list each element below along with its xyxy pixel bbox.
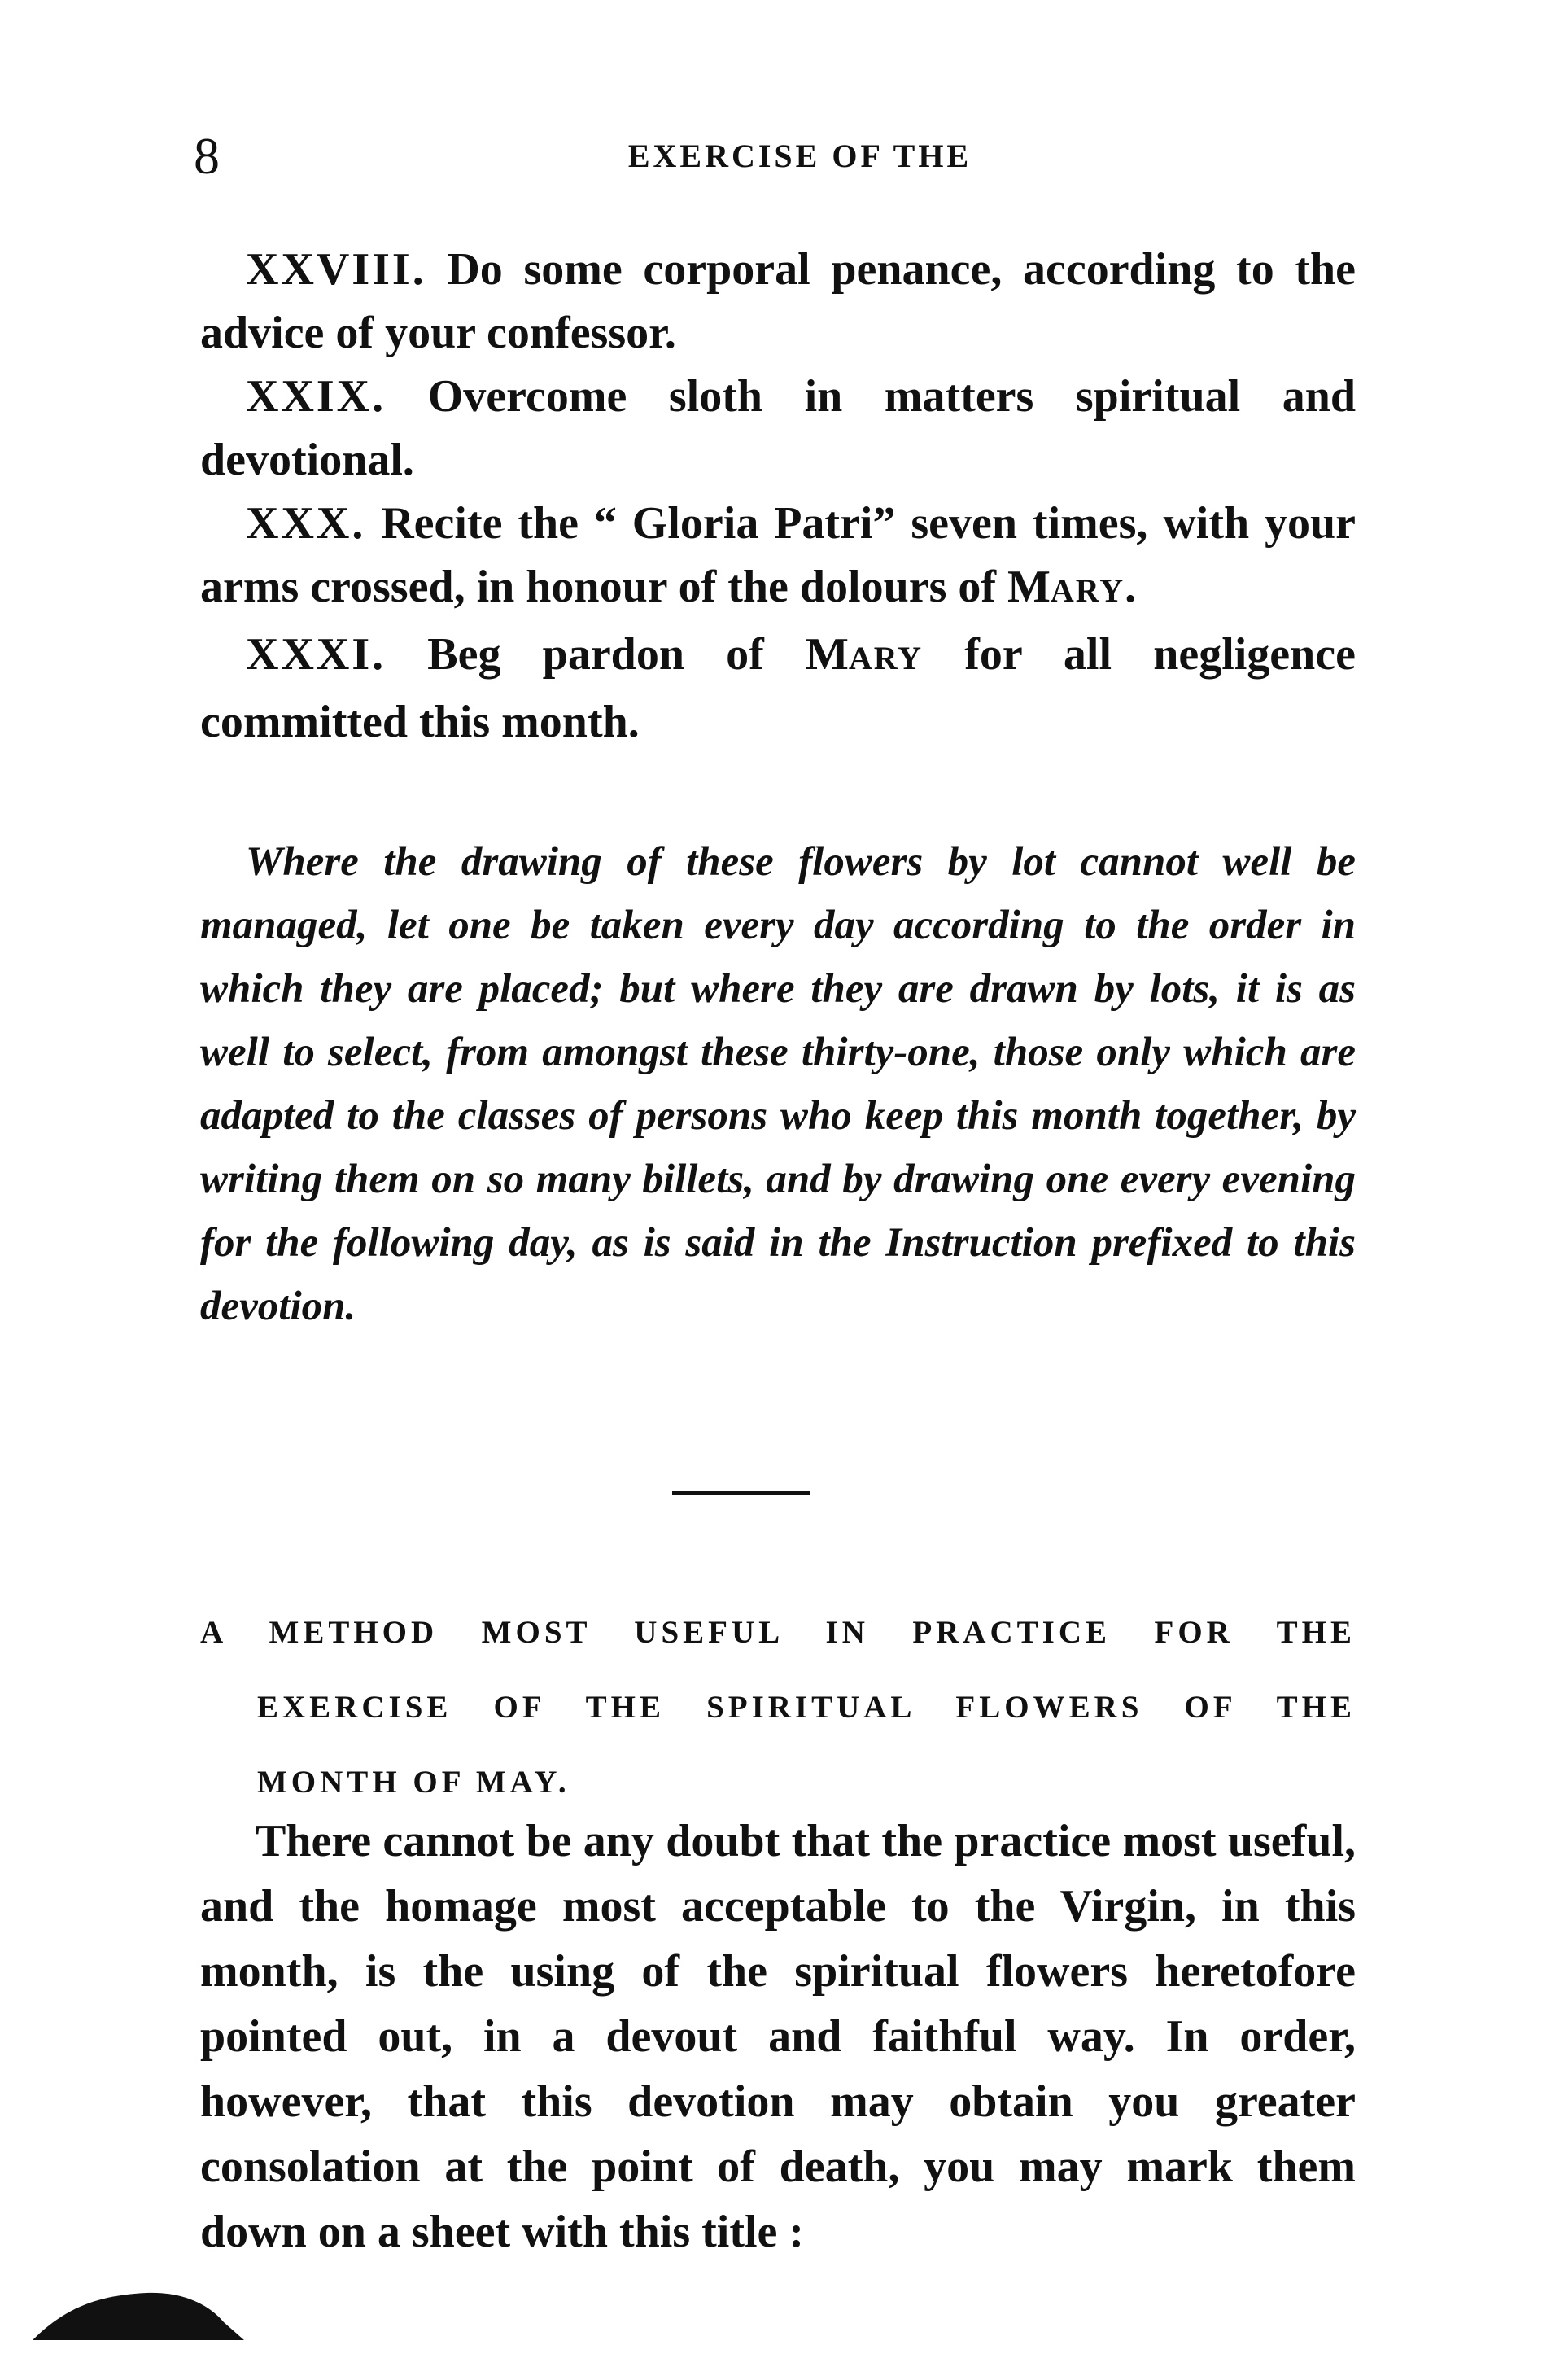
divider-rule: [672, 1491, 810, 1495]
item-numeral: XXX.: [246, 498, 366, 549]
item-numeral: XXVIII.: [246, 244, 426, 295]
running-head: EXERCISE OF THE: [627, 138, 972, 174]
mary-name: MARY: [1007, 562, 1125, 612]
list-item: [200, 238, 1356, 365]
heading-line-1: A METHOD MOST USEFUL IN PRACTICE FOR THE: [200, 1615, 1356, 1650]
list-item: [200, 623, 1356, 754]
intro-paragraph: There cannot be any doubt that the practice most useful, and the homage most acceptable to the Virgin, in this month, is the using of the spiritual flowers heretofore pointed out, in a devout and faithful way. In order, however, that this devotion may obtain you greater consolation at the point of death, you may mark them down on a sheet with this title :: [200, 1816, 1356, 2257]
page-number: 8: [194, 127, 220, 185]
item-list: [200, 238, 1356, 754]
ornament-icon: [33, 2259, 244, 2348]
item-numeral: XXIX.: [246, 371, 387, 422]
list-item: XXX. Recite the “ Gloria Patri” seven times, with your arms crossed, in honour of the dolours of MARY.: [200, 498, 1357, 612]
item-text-before: Beg pardon of: [427, 629, 764, 680]
item-text: Recite the “ Gloria Patri” seven times, with your arms crossed, in honour of the dolours of: [200, 498, 1357, 612]
item-text: Overcome sloth in matters spiritual and devotional.: [200, 371, 1357, 485]
heading-line-2: EXERCISE OF THE SPIRITUAL FLOWERS OF THE: [257, 1690, 1356, 1725]
section-heading: [200, 1595, 1356, 1820]
mary-name: MARY: [805, 629, 924, 680]
item-text: Do some corporal penance, according to the advice of your confessor.: [200, 244, 1357, 358]
item-text-after: for all negligence committed this month.: [200, 629, 1357, 747]
italic-note: Where the drawing of these flowers by lot cannot well be managed, let one be taken every day according to the order in which they are placed; but where they are drawn by lots, it is as well to select, from amongst these thirty-one, those only which are adapted to the classes of persons who keep this month together, by writing them on so many billets, and by drawing one every evening for the following day, as is said in the Instruction prefixed to this devotion.: [200, 839, 1356, 1329]
item-numeral: XXXI.: [246, 629, 387, 680]
heading-line-3: MONTH OF MAY.: [257, 1765, 570, 1800]
list-item: [200, 365, 1356, 492]
